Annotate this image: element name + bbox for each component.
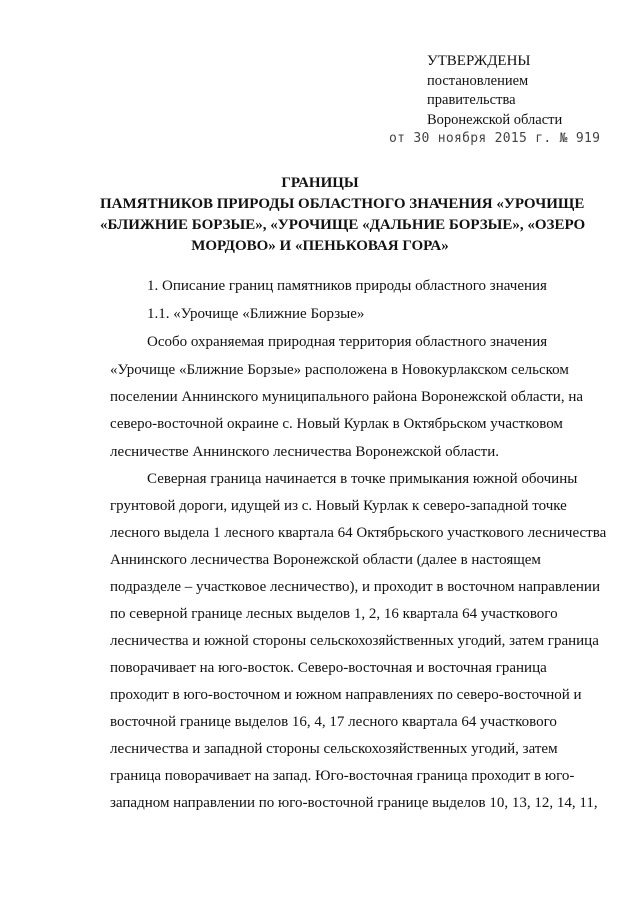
paragraph-line: лесничества и западной стороны сельскохозяйственных угодий, затем: [110, 741, 558, 757]
title-line: МОРДОВО» И «ПЕНЬКОВАЯ ГОРА»: [191, 238, 449, 254]
title-line: «БЛИЖНИЕ БОРЗЫЕ», «УРОЧИЩЕ «ДАЛЬНИЕ БОРЗЫЕ», «ОЗЕРО: [100, 217, 586, 233]
paragraph-line: поворачивает на юго-восток. Северо-восточная и восточная граница: [110, 660, 547, 676]
approval-line: постановлением: [427, 72, 529, 89]
document-title: [100, 173, 586, 257]
paragraph-line: подразделе – участковое лесничество), и проходит в восточном направлении: [110, 579, 600, 595]
approval-line: Воронежской области: [427, 111, 563, 128]
paragraph-line: Аннинского лесничества Воронежской области (далее в настоящем: [110, 552, 541, 568]
paragraph-line: восточной границе выделов 16, 4, 17 лесного квартала 64 участкового: [110, 714, 557, 730]
paragraph-line: западном направлении по юго-восточной границе выделов 10, 13, 12, 14, 11,: [110, 795, 598, 811]
paragraph-line: Особо охраняемая природная территория областного значения: [147, 334, 548, 350]
section-heading: 1. Описание границ памятников природы областного значения: [147, 278, 547, 294]
approval-line: правительства: [427, 92, 516, 108]
approval-date: от 30 ноября 2015 г. № 919: [389, 131, 601, 146]
paragraph-line: поселении Аннинского муниципального района Воронежской области, на: [110, 389, 584, 405]
paragraph-line: лесничества и южной стороны сельскохозяйственных угодий, затем граница: [110, 633, 599, 649]
paragraph-line: Северная граница начинается в точке примыкания южной обочины: [147, 471, 578, 487]
subsection-heading: 1.1. «Урочище «Ближние Борзые»: [147, 306, 365, 322]
paragraph-line: лесного выдела 1 лесного квартала 64 Октябрьского участкового лесничества: [110, 525, 607, 541]
paragraph-line: по северной границе лесных выделов 1, 2, 16 квартала 64 участкового: [110, 606, 558, 622]
approval-heading: УТВЕРЖДЕНЫ: [427, 53, 531, 69]
title-line: ПАМЯТНИКОВ ПРИРОДЫ ОБЛАСТНОГО ЗНАЧЕНИЯ «УРОЧИЩЕ: [100, 196, 585, 212]
paragraph-line: граница поворачивает на запад. Юго-восточная граница проходит в юго-: [110, 768, 575, 784]
paragraph-line: грунтовой дороги, идущей из с. Новый Курлак к северо-западной точке: [110, 498, 567, 514]
paragraph-line: «Урочище «Ближние Борзые» расположена в Новокурлакском сельском: [110, 362, 569, 378]
title-line: ГРАНИЦЫ: [281, 175, 359, 191]
paragraph-line: северо-восточной окраине с. Новый Курлак в Октябрьском участковом: [110, 416, 563, 432]
paragraph-line: проходит в юго-восточном и южном направлениях по северо-восточной и: [110, 687, 582, 703]
paragraph-line: лесничестве Аннинского лесничества Воронежской области.: [110, 444, 500, 460]
approval-stamp: [389, 52, 601, 146]
